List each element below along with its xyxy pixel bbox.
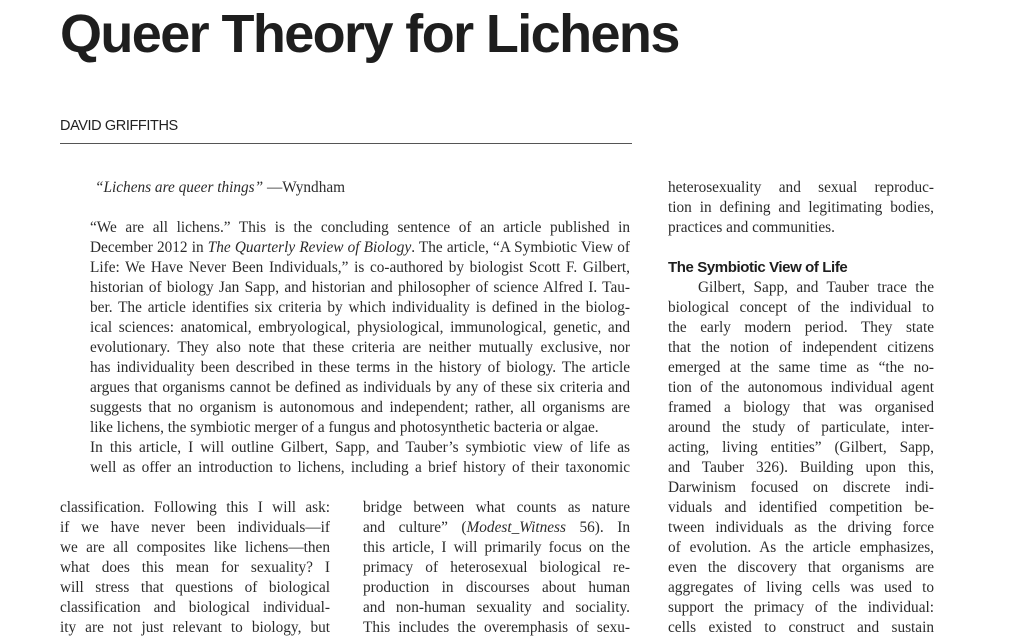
text-line: tween individuals as the driving force xyxy=(668,519,934,536)
text-line: and culture” (Modest_Witness 56). In xyxy=(363,519,631,536)
text-line: classification and biological individual- xyxy=(60,599,330,616)
epigraph-quote: “Lichens are queer things” xyxy=(95,179,264,196)
epigraph xyxy=(95,178,595,198)
column-right-section-paragraph xyxy=(668,278,934,638)
text-line: Life: We Have Never Been Individuals,” is co-authored by biologist Scott F. Gilbert, xyxy=(90,259,630,276)
epigraph-attribution: —Wyndham xyxy=(263,179,346,196)
italic-title: Modest_Witness xyxy=(466,519,566,536)
second-paragraph xyxy=(60,438,630,478)
text-line: suggests that no organism is autonomous and independent; rather, all organisms are xyxy=(90,399,630,416)
text-line: this article, I will primarily focus on the xyxy=(363,539,630,556)
text-line: and Tauber 326). Building upon this, xyxy=(668,459,934,476)
text-line: primacy of heterosexual biological re- xyxy=(363,559,630,576)
text-line: Gilbert, Sapp, and Tauber trace the xyxy=(698,279,934,296)
text-line: well as offer an introduction to lichens, including a brief history of their taxonomic xyxy=(90,459,630,476)
text-line: classification. Following this I will ask: xyxy=(60,499,330,516)
text-line: emerged at the same time as “the no- xyxy=(668,359,934,376)
text-line: tion of the autonomous individual agent xyxy=(668,379,934,396)
article-title: Queer Theory for Lichens xyxy=(60,4,679,64)
text-line: we are all composites like lichens—then xyxy=(60,539,330,556)
text-line: framed a biology that was organised xyxy=(668,399,934,416)
text-line: even the discovery that organisms are xyxy=(668,559,934,576)
column-middle-text xyxy=(363,498,630,638)
text-line: biological concept of the individual to xyxy=(668,299,934,316)
text-line: that the notion of independent citizens xyxy=(668,339,934,356)
italic-title: The Quarterly Review of Biology xyxy=(207,239,412,256)
intro-section xyxy=(60,218,630,478)
author-name: DAVID GRIFFITHS xyxy=(60,118,178,134)
text-line: what does this mean for sexuality? I xyxy=(60,559,330,576)
text-line: acting, living entities” (Gilbert, Sapp, xyxy=(668,439,934,456)
text-line: of evolution. As the article emphasizes, xyxy=(668,539,934,556)
column-left xyxy=(60,498,330,638)
text-line: Darwinism focused on discrete indi- xyxy=(668,479,934,496)
text-line: heterosexuality and sexual reproduc- xyxy=(668,179,934,196)
text-line: bridge between what counts as nature xyxy=(363,499,630,516)
column-right xyxy=(668,178,934,638)
text-line: evolutionary. They also note that these criteria are neither mutually exclusive, nor xyxy=(90,339,630,356)
text-line: if we have never been individuals—if xyxy=(60,519,330,536)
text-line: ity are not just relevant to biology, but xyxy=(60,619,330,636)
text-line: has individuality been described in these terms in the history of biology. The article xyxy=(90,359,630,376)
text-line: viduals and identified competition be- xyxy=(668,499,934,516)
text-line: ical sciences: anatomical, embryological, physiological, immunological, genetic, and xyxy=(90,319,630,336)
text-line: and non-human sexuality and sociality. xyxy=(363,599,630,616)
text-line: December 2012 in The Quarterly Review of Biology. The article, “A Symbiotic View of xyxy=(90,239,631,256)
text-line: In this article, I will outline Gilbert, Sapp, and Tauber’s symbiotic view of life as xyxy=(90,439,630,456)
text-line: argues that organisms cannot be defined as individuals by any of these six criteria and xyxy=(90,379,630,396)
text-line: production in discourses about human xyxy=(363,579,630,596)
text-line: “We are all lichens.” This is the concluding sentence of an article published in xyxy=(90,219,630,236)
text-line: practices and communities. xyxy=(668,219,835,236)
section-heading: The Symbiotic View of Life xyxy=(668,259,848,276)
column-left-text xyxy=(60,498,330,638)
header-divider xyxy=(60,143,632,144)
column-right-top-paragraph xyxy=(668,178,934,238)
text-line: the early modern period. They state xyxy=(668,319,934,336)
text-line: tion in defining and legitimating bodies, xyxy=(668,199,934,216)
column-middle xyxy=(363,498,630,638)
text-line: ber. The article identifies six criteria by which individuality is defined in the biolog- xyxy=(90,299,630,316)
text-line: historian of biology Jan Sapp, and historian and philosopher of science Alfred I. Tau- xyxy=(90,279,630,296)
text-line: This includes the overemphasis of sexu- xyxy=(363,619,630,636)
text-line: around the study of particulate, inter- xyxy=(668,419,934,436)
text-line: support the primacy of the individual: xyxy=(668,599,934,616)
text-line: will stress that questions of biological xyxy=(60,579,330,596)
text-line: cells existed to construct and sustain xyxy=(668,619,934,636)
intro-paragraph xyxy=(60,218,630,438)
text-line: aggregates of living cells was used to xyxy=(668,579,934,596)
text-line: like lichens, the symbiotic merger of a fungus and photosynthetic bacteria or algae. xyxy=(90,419,599,436)
